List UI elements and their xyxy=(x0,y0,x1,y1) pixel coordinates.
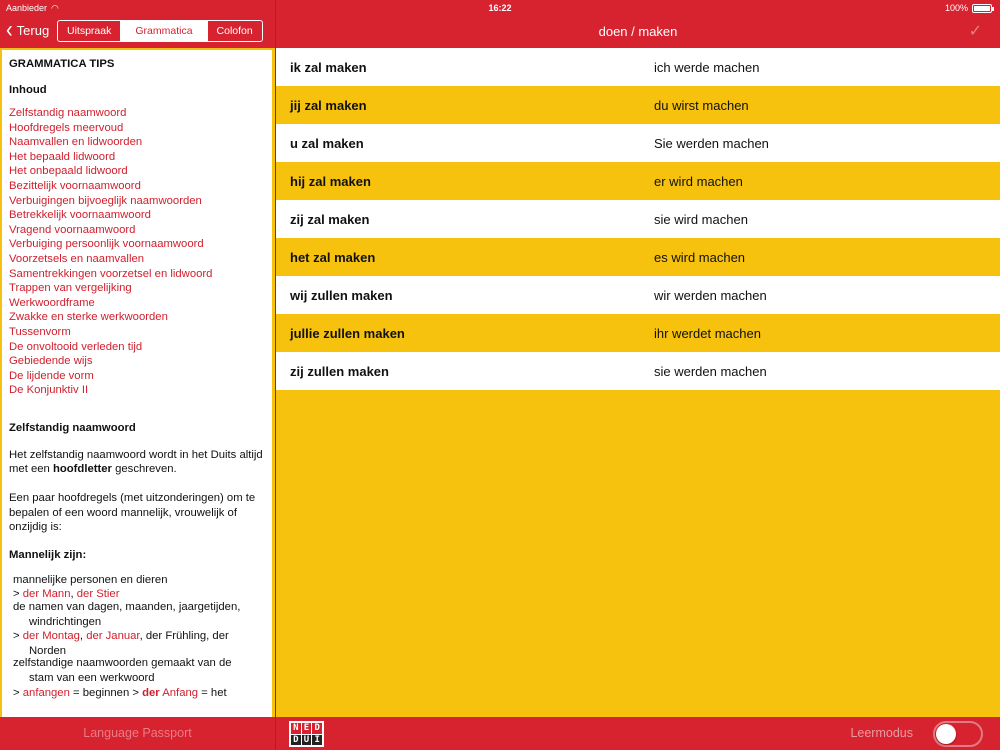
toc-link[interactable]: Zelfstandig naamwoord xyxy=(9,107,127,119)
toc-link[interactable]: Trappen van vergelijking xyxy=(9,282,132,295)
segmented-control xyxy=(57,20,263,42)
dutch-cell: jullie zullen maken xyxy=(290,325,405,341)
dutch-cell: wij zullen maken xyxy=(290,287,393,303)
status-bar xyxy=(0,0,1000,16)
carrier-label: Aanbieder ◠ xyxy=(6,3,59,13)
back-button[interactable] xyxy=(6,16,50,44)
german-cell: wir werden machen xyxy=(654,287,767,303)
toc-link[interactable]: De lijdende vorm xyxy=(9,369,94,382)
german-cell: ihr werdet machen xyxy=(654,325,761,341)
tab-colofon[interactable]: Colofon xyxy=(207,21,262,41)
toc-link[interactable]: Naamvallen en lidwoorden xyxy=(9,136,143,149)
back-label: Terug xyxy=(16,22,50,38)
toc-link[interactable]: Gebiedende wijs xyxy=(9,355,93,368)
table-row[interactable] xyxy=(276,352,1000,390)
german-cell: er wird machen xyxy=(654,173,743,189)
table-row[interactable] xyxy=(276,314,1000,352)
grammar-panel xyxy=(0,48,275,717)
checkmark-icon[interactable]: ✓ xyxy=(968,23,982,40)
toc-link[interactable]: Bezittelijk voornaamwoord xyxy=(9,179,141,192)
german-cell: du wirst machen xyxy=(654,97,749,113)
tab-grammatica[interactable]: Grammatica xyxy=(120,21,206,41)
german-cell: Sie werden machen xyxy=(654,135,769,151)
toc-link[interactable]: Werkwoordframe xyxy=(9,296,95,309)
toc-link[interactable]: De Konjunktiv II xyxy=(9,384,89,397)
table-of-contents xyxy=(9,106,265,398)
page-title: doen / maken xyxy=(598,24,678,39)
toc-link[interactable]: Zwakke en sterke werkwoorden xyxy=(9,311,168,324)
rule-item: zelfstandige naamwoorden gemaakt van de stam van een werkwoord xyxy=(13,657,232,684)
conjugation-table xyxy=(276,48,1000,717)
grammar-heading: GRAMMATICA TIPS xyxy=(9,58,115,70)
ned-dui-logo: N E D D U I xyxy=(289,721,324,747)
right-navigation-bar xyxy=(276,16,1000,48)
dutch-cell: zij zullen maken xyxy=(290,363,389,379)
clock: 16:22 xyxy=(488,3,512,13)
battery-icon xyxy=(972,4,992,13)
table-row[interactable] xyxy=(276,162,1000,200)
toc-link[interactable]: Verbuiging persoonlijk voornaamwoord xyxy=(9,238,204,251)
wifi-icon: ◠ xyxy=(51,3,59,13)
german-cell: sie werden machen xyxy=(654,363,767,379)
toggle-knob xyxy=(936,724,956,744)
table-row[interactable] xyxy=(276,48,1000,86)
toc-link[interactable]: Het onbepaald lidwoord xyxy=(9,165,128,178)
dutch-cell: ik zal maken xyxy=(290,59,367,75)
chevron-left-icon: ‹ xyxy=(6,16,13,44)
rule-item: mannelijke personen en dieren xyxy=(13,573,168,586)
toc-link[interactable]: Hoofdregels meervoud xyxy=(9,121,124,134)
rules-paragraph: Een paar hoofdregels (met uitzonderingen) om te bepalen of een woord mannelijk, vrouwelijk of onzijdig is: xyxy=(9,492,256,534)
example-line: > anfangen = beginnen > der Anfang = het xyxy=(13,686,227,699)
intro-paragraph: Het zelfstandig naamwoord wordt in het Duits altijd met een hoofdletter geschreven. xyxy=(9,448,263,476)
dutch-cell: jij zal maken xyxy=(290,97,367,113)
language-passport-button[interactable]: Language Passport xyxy=(83,726,192,740)
toc-link[interactable]: Het bepaald lidwoord xyxy=(9,150,116,163)
battery-indicator xyxy=(945,3,992,13)
table-row[interactable] xyxy=(276,86,1000,124)
dutch-cell: u zal maken xyxy=(290,135,364,151)
rule-item: de namen van dagen, maanden, jaargetijden, windrichtingen xyxy=(13,601,241,628)
toc-link[interactable]: Vragend voornaamwoord xyxy=(9,223,136,236)
table-row[interactable] xyxy=(276,200,1000,238)
bottom-toolbar xyxy=(0,717,1000,750)
german-cell: es wird machen xyxy=(654,249,746,265)
toc-link[interactable]: De onvoltooid verleden tijd xyxy=(9,340,143,353)
learn-mode-label: Leermodus xyxy=(850,726,913,740)
battery-percent: 100% xyxy=(944,3,968,13)
german-cell: sie wird machen xyxy=(654,211,748,227)
toc-link[interactable]: Betrekkelijk voornaamwoord xyxy=(9,209,151,222)
section-title: Zelfstandig naamwoord xyxy=(9,421,136,434)
table-row[interactable] xyxy=(276,276,1000,314)
toc-link[interactable]: Samentrekkingen voorzetsel en lidwoord xyxy=(9,267,213,280)
grammar-scroll-view[interactable] xyxy=(2,50,272,717)
left-navigation-bar xyxy=(0,16,275,48)
german-cell: ich werde machen xyxy=(654,59,760,75)
tab-uitspraak[interactable]: Uitspraak xyxy=(67,25,112,37)
learn-mode-toggle[interactable] xyxy=(933,721,983,747)
dutch-cell: zij zal maken xyxy=(290,211,370,227)
example-line: > der Mann, der Stier xyxy=(13,588,120,601)
table-row[interactable] xyxy=(276,124,1000,162)
toc-link[interactable]: Voorzetsels en naamvallen xyxy=(9,252,145,265)
table-row[interactable] xyxy=(276,238,1000,276)
dutch-cell: hij zal maken xyxy=(290,173,371,189)
toc-link[interactable]: Verbuigingen bijvoeglijk naamwoorden xyxy=(9,194,202,207)
dutch-cell: het zal maken xyxy=(290,249,376,265)
masculine-title: Mannelijk zijn: xyxy=(9,548,87,561)
contents-title: Inhoud xyxy=(9,84,47,96)
toc-link[interactable]: Tussenvorm xyxy=(9,325,71,338)
example-line: > der Montag, der Januar, der Frühling, der Norden xyxy=(13,630,229,657)
